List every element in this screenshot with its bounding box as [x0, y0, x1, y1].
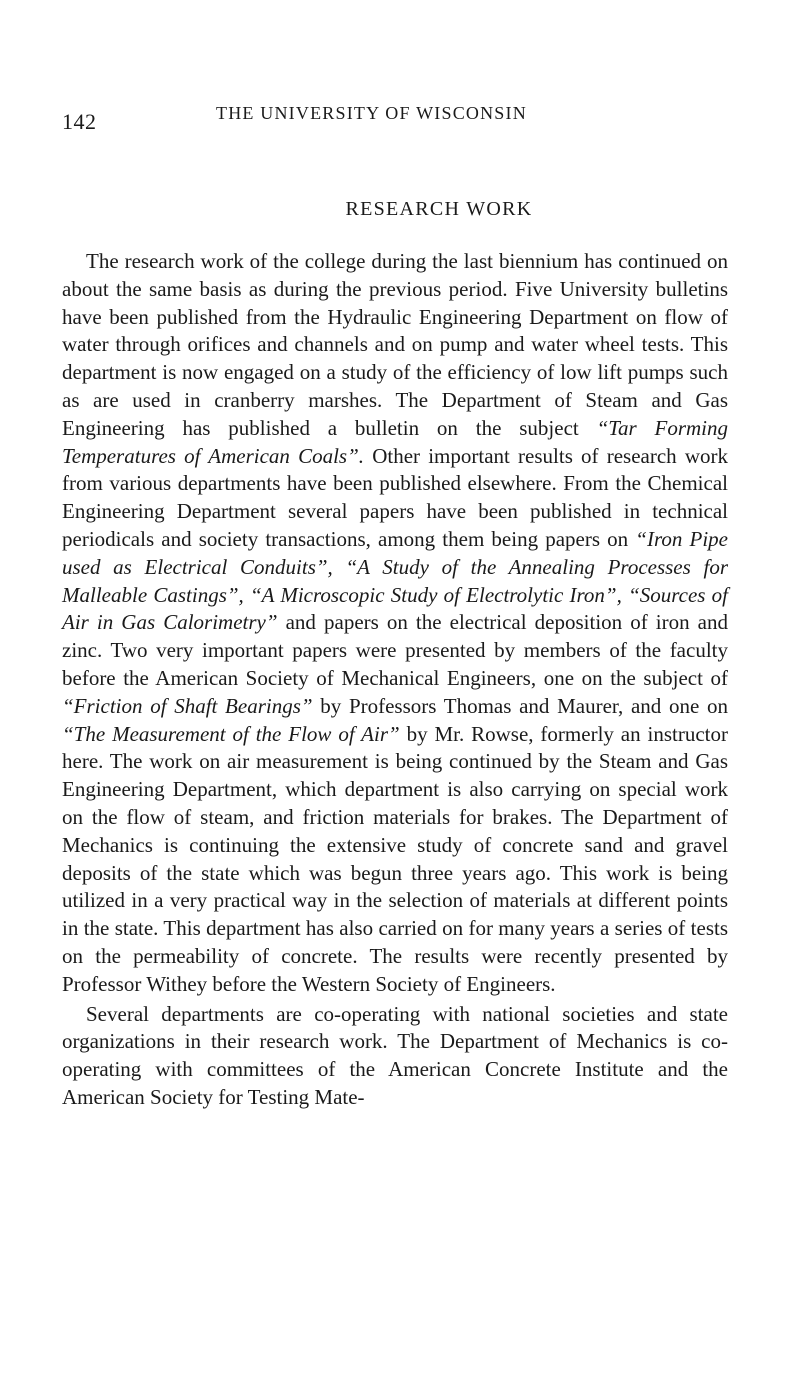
text-run: by Mr. Rowse, formerly an instructor here. The work on air measurement is being continued by the Steam and Gas Engineering Department, which department is also carrying on special work on the flow of steam, and friction materials for brakes. The Department of Mechanics is continuing the extensive study of concrete sand and gravel deposits of the state which was begun three years ago. This work is being utilized in a very practical way in the selection of materials at different points in the state. This department has also carried on for many years a series of tests on the permeability of concrete. The results were recently presented by Professor Withey before the Western Society of Engineers.	[62, 721, 728, 996]
text-run: and papers on the electrical deposition of iron and zinc. Two very important papers were presented by members of the faculty before the American Society of Mechanical Engineers, one on the subject of	[62, 610, 728, 690]
body-text	[62, 248, 728, 1112]
paragraph	[62, 248, 728, 999]
text-run: The research work of the college during the last biennium has continued on about the same basis as during the previous period. Five University bulletins have been published from the Hydraulic Engineering Department on flow of water through orifices and channels and on pump and water wheel tests. This department is now engaged on a study of the efficiency of low lift pumps such as are used in cranberry marshes. The Department of Steam and Gas Engineering has published a bulletin on the subject	[62, 249, 728, 440]
section-title: RESEARCH WORK	[345, 198, 533, 220]
text-run: Other important results of research work from various departments have been published elsewhere. From the Chemical Engineering Department several papers have been published in technical periodicals and society transactions, among them being papers on	[62, 443, 728, 551]
text-run: by Professors Thomas and Maurer, and one on	[312, 693, 728, 718]
page-number: 142	[62, 109, 97, 134]
paragraph	[62, 1001, 728, 1112]
italic-title-run: “The Measurement of the Flow of Air”	[62, 721, 400, 746]
italic-title-run: “Tar Forming Temperatures of American Coals”.	[62, 415, 728, 468]
italic-title-run: “Iron Pipe used as Electrical Conduits”, “A Study of the Annealing Processes for Malleable Castings”, “A Microscopic Study of Electrolytic Iron”, “Sources of Air in Gas Calorimetry”	[62, 526, 728, 635]
running-head: THE UNIVERSITY OF WISCONSIN	[216, 103, 527, 123]
page-header	[62, 103, 732, 133]
text-run: Several departments are co-operating with national societies and state organizations in their research work. The Department of Mechanics is co-operating with committees of the American Concrete Institute and the American Society for Testing Mate-	[62, 1001, 728, 1109]
italic-title-run: “Friction of Shaft Bearings”	[62, 693, 313, 718]
